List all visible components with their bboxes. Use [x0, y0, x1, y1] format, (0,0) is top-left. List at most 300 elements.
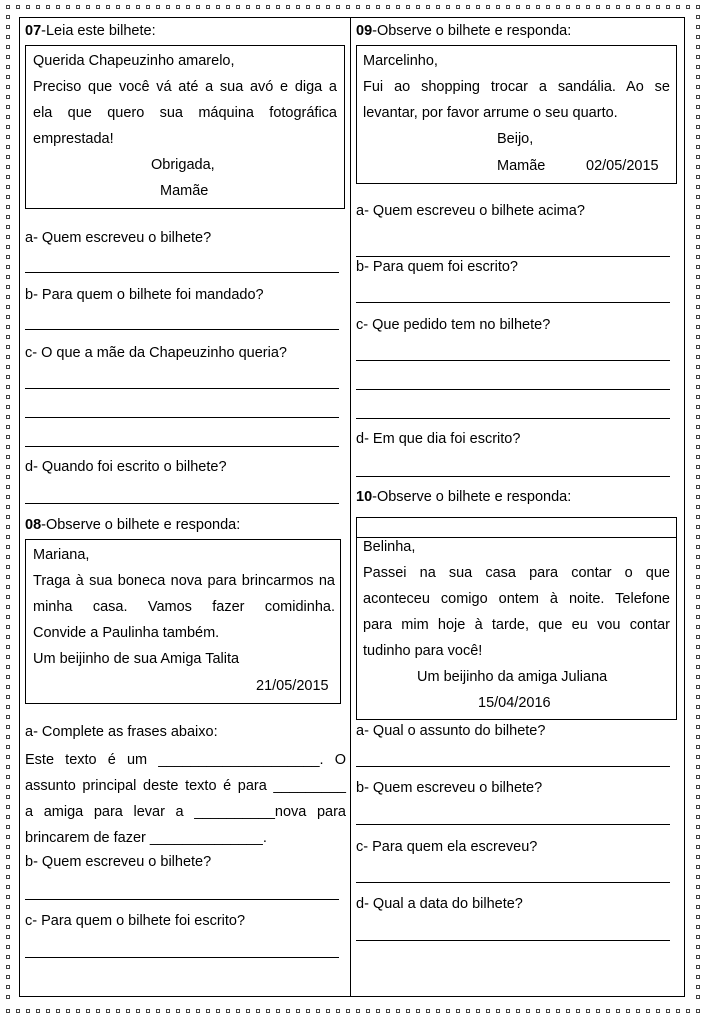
border-square	[6, 225, 10, 229]
border-square	[696, 145, 700, 149]
border-square	[206, 1009, 210, 1013]
q08-note-date: 21/05/2015	[256, 678, 329, 694]
answer-line[interactable]	[25, 503, 339, 504]
border-square	[106, 5, 110, 9]
q08-question-a: a- Complete as frases abaixo:	[25, 724, 218, 740]
border-square	[376, 1009, 380, 1013]
answer-line[interactable]	[25, 446, 339, 447]
q07-note-signature: Mamãe	[160, 183, 209, 199]
border-square	[6, 655, 10, 659]
border-square	[696, 895, 700, 899]
q10-question-b: b- Quem escreveu o bilhete?	[356, 780, 543, 796]
border-square	[696, 45, 700, 49]
answer-line[interactable]	[356, 256, 670, 257]
border-square	[626, 5, 630, 9]
border-square	[696, 615, 700, 619]
border-square	[86, 5, 90, 9]
q10-note-line: aconteceu comigo ontem à noite. Telefone	[363, 591, 670, 607]
border-square	[136, 5, 140, 9]
border-square	[696, 875, 700, 879]
border-square	[6, 785, 10, 789]
answer-line[interactable]	[25, 272, 339, 273]
border-square	[386, 5, 390, 9]
border-square	[6, 495, 10, 499]
border-square	[246, 5, 250, 9]
border-square	[6, 915, 10, 919]
border-square	[696, 755, 700, 759]
border-square	[356, 5, 360, 9]
q10-question-c: c- Para quem ela escreveu?	[356, 839, 538, 855]
q09-note-greeting: Marcelinho,	[363, 53, 438, 69]
border-square	[266, 5, 270, 9]
q09-heading: 09-Observe o bilhete e responda:	[356, 23, 572, 39]
border-square	[696, 555, 700, 559]
border-square	[696, 585, 700, 589]
border-square	[696, 255, 700, 259]
border-square	[356, 1009, 360, 1013]
q10-note-greeting: Belinha,	[363, 539, 416, 555]
border-square	[46, 1009, 50, 1013]
border-square	[526, 1009, 530, 1013]
border-square	[696, 525, 700, 529]
border-square	[406, 5, 410, 9]
border-square	[696, 315, 700, 319]
border-square	[686, 1009, 690, 1013]
q07-heading: 07-Leia este bilhete:	[25, 23, 156, 39]
border-square	[6, 975, 10, 979]
q09-note-closing: Beijo,	[497, 131, 534, 147]
border-square	[56, 5, 60, 9]
border-square	[696, 265, 700, 269]
border-square	[326, 5, 330, 9]
q07-question-c: c- O que a mãe da Chapeuzinho queria?	[25, 345, 287, 361]
border-square	[696, 115, 700, 119]
border-square	[6, 105, 10, 109]
answer-line[interactable]	[356, 418, 670, 419]
border-square	[76, 5, 80, 9]
border-square	[276, 5, 280, 9]
border-square	[696, 355, 700, 359]
border-square	[6, 55, 10, 59]
border-square	[696, 865, 700, 869]
q08-note-line: minha casa. Vamos fazer comidinha.	[33, 599, 335, 615]
border-square	[6, 45, 10, 49]
border-square	[6, 285, 10, 289]
border-square	[6, 15, 10, 19]
q09-question-a: a- Quem escreveu o bilhete acima?	[356, 203, 585, 219]
border-square	[6, 525, 10, 529]
border-square	[506, 1009, 510, 1013]
border-square	[36, 5, 40, 9]
border-square	[96, 5, 100, 9]
border-square	[696, 465, 700, 469]
border-square	[466, 5, 470, 9]
border-square	[696, 795, 700, 799]
border-square	[696, 55, 700, 59]
border-square	[306, 1009, 310, 1013]
border-square	[6, 175, 10, 179]
border-square	[696, 295, 700, 299]
border-square	[6, 275, 10, 279]
border-square	[6, 185, 10, 189]
border-square	[696, 105, 700, 109]
column-divider	[350, 17, 351, 997]
border-square	[6, 645, 10, 649]
border-square	[146, 1009, 150, 1013]
border-square	[696, 545, 700, 549]
border-square	[556, 5, 560, 9]
q10-heading: 10-Observe o bilhete e responda:	[356, 489, 572, 505]
border-square	[6, 575, 10, 579]
border-square	[6, 595, 10, 599]
answer-line[interactable]	[356, 389, 670, 390]
border-square	[696, 305, 700, 309]
q08-fill-line: assunto principal deste texto é para _________	[25, 778, 346, 794]
border-square	[436, 5, 440, 9]
border-square	[6, 375, 10, 379]
answer-line[interactable]	[356, 766, 670, 767]
border-square	[426, 1009, 430, 1013]
border-square	[66, 5, 70, 9]
border-square	[506, 5, 510, 9]
border-square	[6, 325, 10, 329]
border-square	[86, 1009, 90, 1013]
border-square	[696, 65, 700, 69]
border-square	[6, 335, 10, 339]
answer-line[interactable]	[356, 882, 670, 883]
border-square	[176, 1009, 180, 1013]
q10-question-a: a- Qual o assunto do bilhete?	[356, 723, 546, 739]
border-square	[276, 1009, 280, 1013]
border-square	[226, 5, 230, 9]
border-square	[696, 385, 700, 389]
border-square	[6, 435, 10, 439]
border-square	[6, 695, 10, 699]
border-square	[6, 35, 10, 39]
border-square	[6, 725, 10, 729]
border-square	[116, 1009, 120, 1013]
border-square	[696, 155, 700, 159]
border-square	[6, 745, 10, 749]
border-square	[446, 1009, 450, 1013]
border-square	[696, 185, 700, 189]
border-square	[696, 575, 700, 579]
border-square	[696, 345, 700, 349]
q09-question-b: b- Para quem foi escrito?	[356, 259, 518, 275]
border-square	[386, 1009, 390, 1013]
border-square	[656, 1009, 660, 1013]
border-square	[696, 835, 700, 839]
border-square	[696, 375, 700, 379]
border-square	[626, 1009, 630, 1013]
border-square	[6, 605, 10, 609]
border-square	[446, 5, 450, 9]
border-square	[366, 5, 370, 9]
answer-line[interactable]	[25, 899, 339, 900]
border-square	[696, 715, 700, 719]
border-square	[666, 1009, 670, 1013]
border-square	[696, 765, 700, 769]
border-square	[226, 1009, 230, 1013]
border-square	[606, 1009, 610, 1013]
border-square	[106, 1009, 110, 1013]
border-square	[436, 1009, 440, 1013]
border-square	[16, 5, 20, 9]
border-square	[6, 385, 10, 389]
border-square	[696, 595, 700, 599]
border-square	[646, 1009, 650, 1013]
border-square	[546, 5, 550, 9]
border-square	[696, 825, 700, 829]
border-square	[6, 835, 10, 839]
border-square	[696, 735, 700, 739]
border-square	[6, 515, 10, 519]
border-square	[696, 775, 700, 779]
border-square	[6, 445, 10, 449]
border-square	[336, 1009, 340, 1013]
border-square	[286, 1009, 290, 1013]
border-square	[696, 25, 700, 29]
border-square	[696, 365, 700, 369]
border-square	[696, 915, 700, 919]
border-square	[696, 95, 700, 99]
border-square	[246, 1009, 250, 1013]
border-square	[576, 1009, 580, 1013]
q08-heading: 08-Observe o bilhete e responda:	[25, 517, 241, 533]
q10-question-d: d- Qual a data do bilhete?	[356, 896, 523, 912]
border-square	[6, 215, 10, 219]
q07-question-b: b- Para quem o bilhete foi mandado?	[25, 287, 264, 303]
border-square	[186, 5, 190, 9]
q10-note-date: 15/04/2016	[478, 695, 551, 711]
q08-note-line: Traga à sua boneca nova para brincarmos na	[33, 573, 335, 589]
border-square	[6, 415, 10, 419]
border-square	[6, 5, 10, 9]
border-square	[126, 5, 130, 9]
border-square	[586, 1009, 590, 1013]
border-square	[136, 1009, 140, 1013]
q07-note-line: Preciso que você vá até a sua avó e diga a	[33, 79, 337, 95]
border-square	[636, 1009, 640, 1013]
border-square	[696, 455, 700, 459]
border-square	[696, 125, 700, 129]
border-square	[696, 5, 700, 9]
border-square	[636, 5, 640, 9]
border-square	[696, 705, 700, 709]
border-square	[6, 905, 10, 909]
border-square	[696, 725, 700, 729]
border-square	[696, 905, 700, 909]
border-square	[566, 5, 570, 9]
border-square	[456, 5, 460, 9]
border-square	[696, 505, 700, 509]
border-square	[6, 895, 10, 899]
border-square	[6, 155, 10, 159]
q07-note-greeting: Querida Chapeuzinho amarelo,	[33, 53, 235, 69]
border-square	[396, 5, 400, 9]
border-square	[6, 425, 10, 429]
border-square	[696, 685, 700, 689]
border-square	[696, 195, 700, 199]
answer-line[interactable]	[356, 824, 670, 825]
border-square	[6, 935, 10, 939]
answer-line[interactable]	[25, 388, 339, 389]
border-square	[696, 395, 700, 399]
border-square	[16, 1009, 20, 1013]
border-square	[6, 565, 10, 569]
border-square	[416, 5, 420, 9]
border-square	[6, 485, 10, 489]
q09-note-line: Fui ao shopping trocar a sandália. Ao se	[363, 79, 670, 95]
border-square	[606, 5, 610, 9]
border-square	[476, 1009, 480, 1013]
border-square	[6, 195, 10, 199]
border-square	[696, 515, 700, 519]
border-square	[416, 1009, 420, 1013]
border-square	[696, 845, 700, 849]
border-square	[6, 205, 10, 209]
border-square	[666, 5, 670, 9]
border-square	[326, 1009, 330, 1013]
q10-note-line: tudinho para você!	[363, 643, 483, 659]
answer-line[interactable]	[356, 940, 670, 941]
border-square	[26, 1009, 30, 1013]
q09-question-c: c- Que pedido tem no bilhete?	[356, 317, 551, 333]
border-square	[696, 335, 700, 339]
border-square	[6, 115, 10, 119]
answer-line[interactable]	[25, 417, 339, 418]
border-square	[186, 1009, 190, 1013]
border-square	[536, 5, 540, 9]
border-square	[696, 135, 700, 139]
answer-line[interactable]	[356, 476, 670, 477]
border-square	[466, 1009, 470, 1013]
border-square	[6, 825, 10, 829]
border-square	[696, 635, 700, 639]
border-square	[586, 5, 590, 9]
border-square	[316, 5, 320, 9]
border-square	[316, 1009, 320, 1013]
border-square	[696, 485, 700, 489]
border-square	[516, 5, 520, 9]
border-square	[696, 405, 700, 409]
border-square	[6, 75, 10, 79]
border-square	[696, 605, 700, 609]
border-square	[646, 5, 650, 9]
border-square	[696, 925, 700, 929]
border-square	[476, 5, 480, 9]
q07-note-line: ela que quero sua máquina fotográfica	[33, 105, 337, 121]
border-square	[6, 795, 10, 799]
q08-fill-line: a amiga para levar a __________nova para	[25, 804, 346, 820]
border-square	[6, 755, 10, 759]
q08-question-b: b- Quem escreveu o bilhete?	[25, 854, 212, 870]
border-square	[66, 1009, 70, 1013]
border-square	[6, 475, 10, 479]
border-square	[486, 1009, 490, 1013]
border-square	[6, 535, 10, 539]
border-square	[6, 125, 10, 129]
border-square	[696, 495, 700, 499]
answer-line[interactable]	[25, 329, 339, 330]
border-square	[6, 405, 10, 409]
border-square	[26, 5, 30, 9]
answer-line[interactable]	[356, 302, 670, 303]
border-square	[696, 955, 700, 959]
border-square	[576, 5, 580, 9]
border-square	[6, 345, 10, 349]
border-square	[206, 5, 210, 9]
border-square	[496, 5, 500, 9]
border-square	[6, 355, 10, 359]
border-square	[696, 695, 700, 699]
border-square	[216, 1009, 220, 1013]
border-square	[266, 1009, 270, 1013]
border-square	[236, 1009, 240, 1013]
border-square	[6, 615, 10, 619]
border-square	[6, 625, 10, 629]
border-square	[346, 1009, 350, 1013]
border-square	[116, 5, 120, 9]
border-square	[696, 655, 700, 659]
border-square	[696, 565, 700, 569]
border-square	[696, 785, 700, 789]
border-square	[696, 215, 700, 219]
border-square	[76, 1009, 80, 1013]
border-square	[126, 1009, 130, 1013]
border-square	[696, 855, 700, 859]
q08-fill-line: Este texto é um ____________________. O	[25, 752, 346, 768]
border-square	[146, 5, 150, 9]
q08-question-c: c- Para quem o bilhete foi escrito?	[25, 913, 246, 929]
border-square	[656, 5, 660, 9]
border-square	[6, 95, 10, 99]
border-square	[696, 35, 700, 39]
border-square	[696, 425, 700, 429]
border-square	[696, 645, 700, 649]
border-square	[696, 175, 700, 179]
border-square	[6, 865, 10, 869]
q07-question-d: d- Quando foi escrito o bilhete?	[25, 459, 227, 475]
border-square	[376, 5, 380, 9]
q08-fill-line: brincarem de fazer ______________.	[25, 830, 267, 846]
border-square	[306, 5, 310, 9]
border-square	[286, 5, 290, 9]
border-square	[6, 585, 10, 589]
border-square	[406, 1009, 410, 1013]
q08-note-greeting: Mariana,	[33, 547, 90, 563]
border-square	[686, 5, 690, 9]
border-square	[6, 265, 10, 269]
border-square	[166, 1009, 170, 1013]
border-square	[6, 315, 10, 319]
border-square	[696, 75, 700, 79]
border-square	[696, 665, 700, 669]
border-square	[696, 165, 700, 169]
border-square	[6, 555, 10, 559]
border-square	[556, 1009, 560, 1013]
q10-note-line: Passei na sua casa para contar o que	[363, 565, 670, 581]
border-square	[696, 815, 700, 819]
border-square	[6, 665, 10, 669]
answer-line[interactable]	[356, 360, 670, 361]
border-square	[156, 5, 160, 9]
border-square	[6, 765, 10, 769]
answer-line[interactable]	[25, 957, 339, 958]
q10-note-line: para mim hoje à tarde, que eu vou contar	[363, 617, 670, 633]
border-square	[6, 995, 10, 999]
border-square	[696, 965, 700, 969]
